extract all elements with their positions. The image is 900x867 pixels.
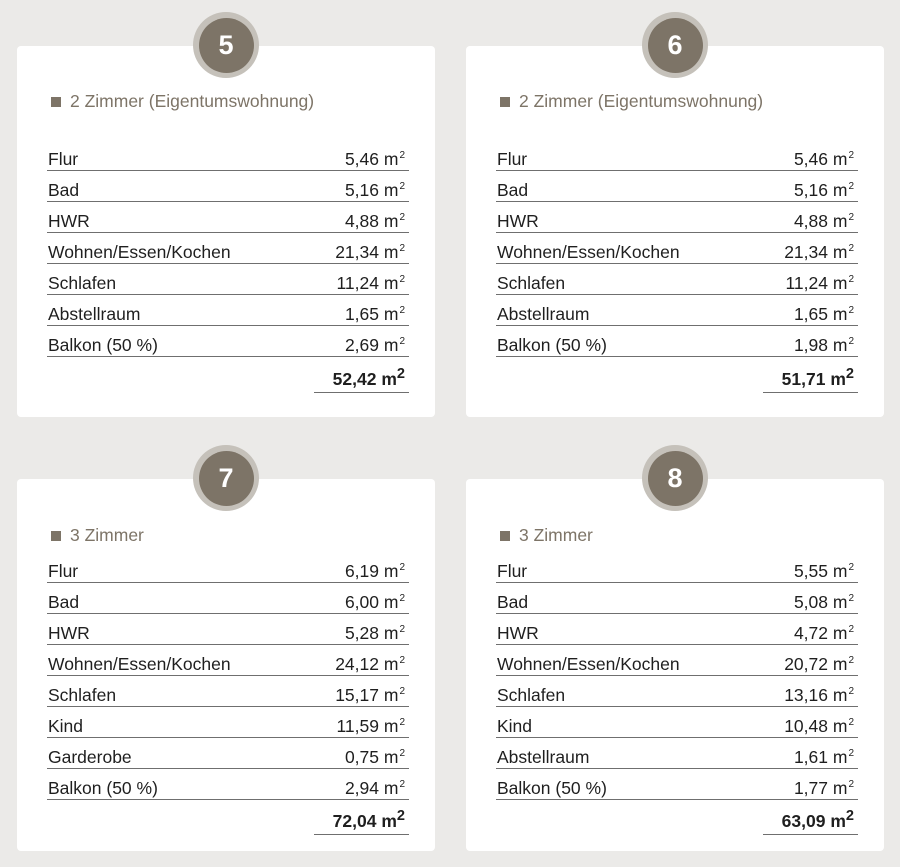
- unit-superscript: 2: [399, 274, 405, 285]
- room-area-value: 20,72 m: [784, 654, 848, 674]
- room-name: Wohnen/Essen/Kochen: [497, 242, 680, 262]
- unit-superscript: 2: [399, 593, 405, 604]
- room-row: [496, 140, 858, 171]
- unit-superscript: 2: [848, 562, 854, 573]
- room-row: [496, 676, 858, 707]
- room-area: [345, 176, 405, 201]
- unit-number-ring: [193, 445, 259, 511]
- total-area: [314, 366, 409, 393]
- room-area-value: 4,72 m: [793, 623, 848, 643]
- room-row: [496, 614, 858, 645]
- unit-superscript: 2: [396, 808, 405, 824]
- room-area-value: 1,98 m: [793, 335, 848, 355]
- unit-number-badge: 5: [199, 18, 254, 73]
- room-area: [786, 269, 855, 294]
- room-row: [47, 295, 409, 326]
- room-area: [337, 712, 406, 737]
- room-name: HWR: [48, 211, 90, 231]
- room-area: [345, 207, 405, 232]
- room-row: [47, 614, 409, 645]
- room-area: [345, 300, 405, 325]
- room-name: HWR: [48, 623, 90, 643]
- room-row: [47, 738, 409, 769]
- room-row: [496, 583, 858, 614]
- apartment-type-label: 3 Zimmer: [519, 525, 593, 545]
- room-name: Balkon (50 %): [48, 335, 158, 355]
- unit-superscript: 2: [848, 593, 854, 604]
- room-area: [794, 743, 854, 768]
- room-name: Schlafen: [48, 273, 117, 293]
- room-area: [794, 619, 854, 644]
- unit-superscript: 2: [396, 366, 405, 382]
- room-area-value: 11,59 m: [336, 716, 399, 736]
- room-name: Wohnen/Essen/Kochen: [48, 654, 231, 674]
- room-area: [345, 774, 405, 799]
- room-area-value: 5,16 m: [344, 180, 399, 200]
- apartment-card-5: [17, 29, 435, 417]
- room-row: [47, 707, 409, 738]
- unit-superscript: 2: [848, 212, 854, 223]
- apartment-type: [500, 91, 763, 112]
- room-area: [345, 743, 405, 768]
- unit-number-ring: [193, 12, 259, 78]
- unit-superscript: 2: [848, 181, 854, 192]
- apartment-card-6: [466, 29, 884, 417]
- unit-superscript: 2: [848, 243, 854, 254]
- total-area-value: 63,09 m: [781, 810, 846, 831]
- room-name: Flur: [48, 149, 79, 169]
- room-name: Abstellraum: [497, 304, 590, 324]
- room-area-value: 5,55 m: [793, 561, 848, 581]
- room-area-value: 5,46 m: [344, 149, 399, 169]
- room-area-value: 5,08 m: [793, 592, 848, 612]
- room-row: [47, 583, 409, 614]
- total-area: [763, 808, 858, 835]
- room-area: [794, 331, 854, 356]
- room-row: [47, 552, 409, 583]
- total-area: [763, 366, 858, 393]
- apartment-type-label: 3 Zimmer: [70, 525, 144, 545]
- room-area: [345, 619, 405, 644]
- unit-superscript: 2: [848, 717, 854, 728]
- room-name: Schlafen: [497, 685, 566, 705]
- unit-superscript: 2: [848, 336, 854, 347]
- square-bullet-icon: [500, 531, 510, 541]
- total-area-value: 72,04 m: [332, 810, 397, 831]
- room-area-value: 1,65 m: [793, 304, 848, 324]
- room-name: Schlafen: [497, 273, 566, 293]
- room-row: [47, 769, 409, 800]
- unit-superscript: 2: [399, 686, 405, 697]
- room-area: [335, 238, 405, 263]
- unit-superscript: 2: [848, 655, 854, 666]
- room-area-value: 5,16 m: [793, 180, 848, 200]
- room-area: [784, 238, 854, 263]
- room-name: Flur: [497, 561, 528, 581]
- room-area-value: 5,28 m: [344, 623, 399, 643]
- unit-superscript: 2: [399, 336, 405, 347]
- square-bullet-icon: [51, 97, 61, 107]
- room-name: Kind: [497, 716, 533, 736]
- room-area-value: 6,00 m: [344, 592, 399, 612]
- room-row: [496, 326, 858, 357]
- room-row: [496, 295, 858, 326]
- apartment-card-7: [17, 462, 435, 851]
- unit-superscript: 2: [848, 748, 854, 759]
- room-name: Wohnen/Essen/Kochen: [48, 242, 231, 262]
- unit-superscript: 2: [399, 212, 405, 223]
- unit-number-badge: 7: [199, 451, 254, 506]
- room-area-value: 0,75 m: [344, 747, 399, 767]
- room-name: Flur: [497, 149, 528, 169]
- unit-superscript: 2: [845, 808, 854, 824]
- room-row: [496, 738, 858, 769]
- room-area-value: 2,69 m: [344, 335, 399, 355]
- room-area: [784, 650, 854, 675]
- room-name: Bad: [48, 592, 80, 612]
- room-row: [47, 645, 409, 676]
- room-row: [496, 233, 858, 264]
- room-area: [345, 557, 405, 582]
- apartment-card-8: [466, 462, 884, 851]
- apartment-type: [51, 91, 314, 112]
- room-area: [335, 681, 405, 706]
- room-area: [794, 588, 854, 613]
- room-name: Abstellraum: [48, 304, 141, 324]
- room-name: Bad: [497, 180, 529, 200]
- room-area-value: 1,65 m: [344, 304, 399, 324]
- room-area-value: 11,24 m: [336, 273, 399, 293]
- unit-superscript: 2: [848, 779, 854, 790]
- apartment-type-label: 2 Zimmer (Eigentumswohnung): [519, 91, 764, 111]
- room-name: Garderobe: [48, 747, 132, 767]
- unit-superscript: 2: [399, 655, 405, 666]
- room-area-value: 2,94 m: [344, 778, 399, 798]
- room-area: [794, 207, 854, 232]
- unit-superscript: 2: [845, 366, 854, 382]
- room-row: [496, 707, 858, 738]
- room-row: [47, 326, 409, 357]
- room-area: [335, 650, 405, 675]
- room-area-value: 11,24 m: [785, 273, 848, 293]
- room-row: [47, 202, 409, 233]
- room-row: [496, 264, 858, 295]
- room-area-value: 4,88 m: [793, 211, 848, 231]
- total-area-value: 52,42 m: [332, 368, 397, 389]
- total-area: [314, 808, 409, 835]
- room-area-value: 1,77 m: [793, 778, 848, 798]
- apartment-type-label: 2 Zimmer (Eigentumswohnung): [70, 91, 315, 111]
- room-area-value: 15,17 m: [335, 685, 399, 705]
- room-name: Balkon (50 %): [497, 335, 607, 355]
- room-row: [496, 202, 858, 233]
- room-row: [47, 264, 409, 295]
- room-name: Kind: [48, 716, 84, 736]
- room-area-value: 21,34 m: [784, 242, 848, 262]
- room-area: [345, 145, 405, 170]
- unit-superscript: 2: [399, 181, 405, 192]
- unit-superscript: 2: [399, 150, 405, 161]
- room-list: [496, 552, 858, 800]
- room-area: [794, 300, 854, 325]
- unit-number-ring: [642, 445, 708, 511]
- square-bullet-icon: [500, 97, 510, 107]
- room-area-value: 5,46 m: [793, 149, 848, 169]
- room-row: [496, 552, 858, 583]
- room-area: [345, 588, 405, 613]
- room-row: [47, 140, 409, 171]
- room-name: Balkon (50 %): [497, 778, 607, 798]
- room-row: [47, 171, 409, 202]
- room-name: Bad: [497, 592, 529, 612]
- total-area-value: 51,71 m: [781, 368, 846, 389]
- room-area: [337, 269, 406, 294]
- room-name: Bad: [48, 180, 80, 200]
- room-row: [496, 171, 858, 202]
- room-name: Schlafen: [48, 685, 117, 705]
- unit-superscript: 2: [848, 624, 854, 635]
- square-bullet-icon: [51, 531, 61, 541]
- room-row: [496, 769, 858, 800]
- room-list: [47, 140, 409, 357]
- room-area: [794, 774, 854, 799]
- room-area: [784, 712, 854, 737]
- unit-number-badge: 6: [648, 18, 703, 73]
- unit-superscript: 2: [399, 779, 405, 790]
- room-name: Flur: [48, 561, 79, 581]
- room-area-value: 24,12 m: [335, 654, 399, 674]
- room-area: [794, 145, 854, 170]
- room-area-value: 21,34 m: [335, 242, 399, 262]
- room-name: HWR: [497, 623, 539, 643]
- room-list: [47, 552, 409, 800]
- unit-superscript: 2: [399, 243, 405, 254]
- unit-superscript: 2: [848, 150, 854, 161]
- room-row: [47, 233, 409, 264]
- room-list: [496, 140, 858, 357]
- room-name: HWR: [497, 211, 539, 231]
- room-area: [345, 331, 405, 356]
- room-area-value: 4,88 m: [344, 211, 399, 231]
- room-area-value: 13,16 m: [784, 685, 848, 705]
- unit-superscript: 2: [848, 274, 854, 285]
- room-name: Abstellraum: [497, 747, 590, 767]
- unit-superscript: 2: [399, 305, 405, 316]
- unit-superscript: 2: [848, 305, 854, 316]
- apartment-type: [500, 525, 593, 546]
- room-name: Balkon (50 %): [48, 778, 158, 798]
- unit-superscript: 2: [848, 686, 854, 697]
- unit-number-badge: 8: [648, 451, 703, 506]
- room-area: [794, 557, 854, 582]
- room-area-value: 10,48 m: [784, 716, 848, 736]
- room-row: [47, 676, 409, 707]
- room-row: [496, 645, 858, 676]
- unit-superscript: 2: [399, 717, 405, 728]
- room-name: Wohnen/Essen/Kochen: [497, 654, 680, 674]
- unit-number-ring: [642, 12, 708, 78]
- unit-superscript: 2: [399, 624, 405, 635]
- unit-superscript: 2: [399, 562, 405, 573]
- apartment-type: [51, 525, 144, 546]
- room-area-value: 6,19 m: [344, 561, 399, 581]
- room-area-value: 1,61 m: [793, 747, 848, 767]
- room-area: [784, 681, 854, 706]
- unit-superscript: 2: [399, 748, 405, 759]
- room-area: [794, 176, 854, 201]
